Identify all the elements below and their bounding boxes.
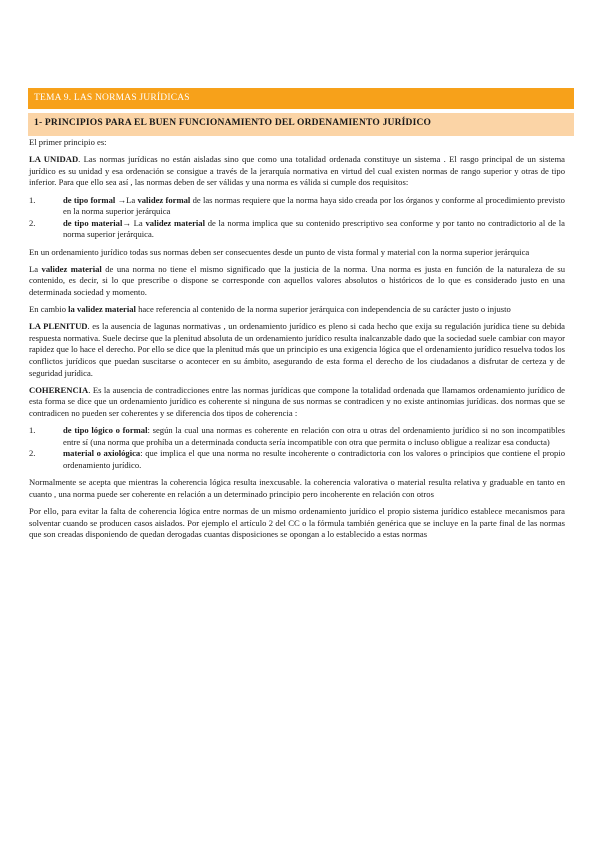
- arrow-text: → La: [122, 217, 146, 228]
- validez-material-bold: validez material: [41, 263, 102, 274]
- arrow-text: →La: [115, 194, 138, 205]
- list-number: 2.: [29, 217, 36, 228]
- validez-material-term: validez material: [145, 217, 205, 228]
- requisito-material-text: de la norma implica que su contenido prescriptivo sea conforme y por tanto no contradictorio al de la norma superior jerárquica.: [63, 217, 565, 240]
- en-cambio-bold: la validez material: [68, 304, 136, 315]
- coherencia-logica-item: 1. de tipo lógico o formal: según la cual una normas es coherente en relación con otra u otras del ordenamiento jurídico si no son incompatibles entre sí (una norma que prohíba un a determinada conducta sería incompatible con otra que permita o incluso obligue a realizar esa conducta): [29, 425, 565, 447]
- en-cambio-paragraph: En cambio la validez material hace referencia al contenido de la norma superior jerárquica con independencia de su carácter justo o injusto: [29, 304, 511, 315]
- por-ello-paragraph: Por ello, para evitar la falta de coherencia lógica entre normas de un mismo ordenamiento jurídico el propio sistema jurídico establece mecanismos para solventar cuando se producen casos aislados. Por ejemplo el artículo 2 del CC o la fórmula también genérica que se incluye en la parte final de las normas que son creadas disponiendo de quedan derogadas cuantas disposiciones se opongan a lo establecido a estas normas: [29, 505, 565, 540]
- validez-formal-term: validez formal: [137, 194, 191, 205]
- unidad-term: LA UNIDAD: [29, 154, 79, 165]
- coherencia-term: COHERENCIA: [29, 384, 89, 395]
- coherencia-material-item: 2. material o axiológica: que implica el que una norma no resulte incoherente o contradictoria con los valores o principios que contiene el propio ordenamiento jurídico.: [29, 448, 565, 470]
- plenitud-paragraph: LA PLENITUD. es la ausencia de lagunas normativas , un ordenamiento jurídico es pleno si cada hecho que exija su regulación jurídica tiene su debida respuesta normativa. Suele decirse que la plenitud absoluta de un ordenamiento jurídico resulta inalcanzable dado que la sociedad suele cambiar con mayor rapidez que lo hace el derecho. Por ello se dice que la plenitud más que un principio es una exigencia lógica que el ordenamiento jurídico resuelva todos los conflictos jurídicos que puedan suscitarse o acontecer en su ámbito, asegurando de esta forma el derecho de los ciudadanos a disfrutar de certeza y de seguridad jurídica.: [29, 321, 565, 378]
- coherencia-material-lead: material o axiológica: [63, 448, 141, 459]
- requisito-formal-item: [29, 195, 565, 218]
- requisito-formal-text: de las normas requiere que la norma haya sido creada por los órganos y conforme al procedimiento previsto en la norma superior jerárquica: [63, 194, 565, 217]
- validez-material-paragraph: La validez material de una norma no tiene el mismo significado que la justicia de la norma. Una norma es justa en función de la naturaleza de su contenido, es decir, si lo que prescribe o dispone se corresponde con aquellos valores absolutos o históricos de lo que es considerado justo en una determinada sociedad y momento.: [29, 263, 565, 297]
- section-banner: [28, 113, 574, 136]
- requisito-material-item: [29, 218, 565, 241]
- requisito-formal-lead: de tipo formal: [63, 194, 116, 205]
- coherencia-logica-lead: de tipo lógico o formal: [63, 425, 148, 436]
- unidad-text: . Las normas jurídicas no están aisladas sino que como una totalidad ordenada constituye un sistema . El rasgo principal de un sistema jurídico es su unidad y esa ordenación se consigue a través de la jerarquía normativa en virtud del cual existen normas de rango superior y otras de tipo inferior. Para que ello sea así , las normas deben de ser válidas y una norma es válida si cumple dos requisitos:: [29, 154, 565, 188]
- normalmente-paragraph: Normalmente se acepta que mientras la coherencia lógica resulta inexcusable. la coherencia valorativa o material resulta relativa y graduable en tanto en cuanto , una norma puede ser coherente en relación a un determinado principio pero incoherente en relación con otros: [29, 477, 565, 499]
- unidad-paragraph: [29, 154, 565, 189]
- requisito-material-lead: de tipo material: [63, 217, 123, 228]
- plenitud-term: LA PLENITUD: [29, 321, 88, 332]
- section-title: 1- PRINCIPIOS PARA EL BUEN FUNCIONAMIENTO DEL ORDENAMIENTO JURÍDICO: [34, 118, 432, 128]
- consecuentes-paragraph: En un ordenamiento jurídico todas sus normas deben ser consecuentes desde un punto de vista formal y material con la norma superior jerárquica: [29, 246, 530, 257]
- coherencia-paragraph: COHERENCIA. Es la ausencia de contradicciones entre las normas jurídicas que compone la totalidad ordenada que llamamos ordenamiento jurídico de esta forma se dice que un ordenamiento jurídico es coherente si ninguna de sus normas se contradicen y no existe antinomias jurídicas. dos normas que se contradicen no pueden ser coherentes y se diferencia dos tipos de coherencia :: [29, 384, 565, 419]
- list-number: 2.: [29, 448, 36, 459]
- list-number: 1.: [29, 194, 36, 205]
- chapter-title: TEMA 9. LAS NORMAS JURÍDICAS: [34, 93, 190, 103]
- list-number: 1.: [29, 425, 36, 436]
- intro-paragraph: El primer principio es:: [29, 137, 107, 147]
- chapter-banner: [28, 88, 574, 109]
- document-body: [29, 137, 565, 546]
